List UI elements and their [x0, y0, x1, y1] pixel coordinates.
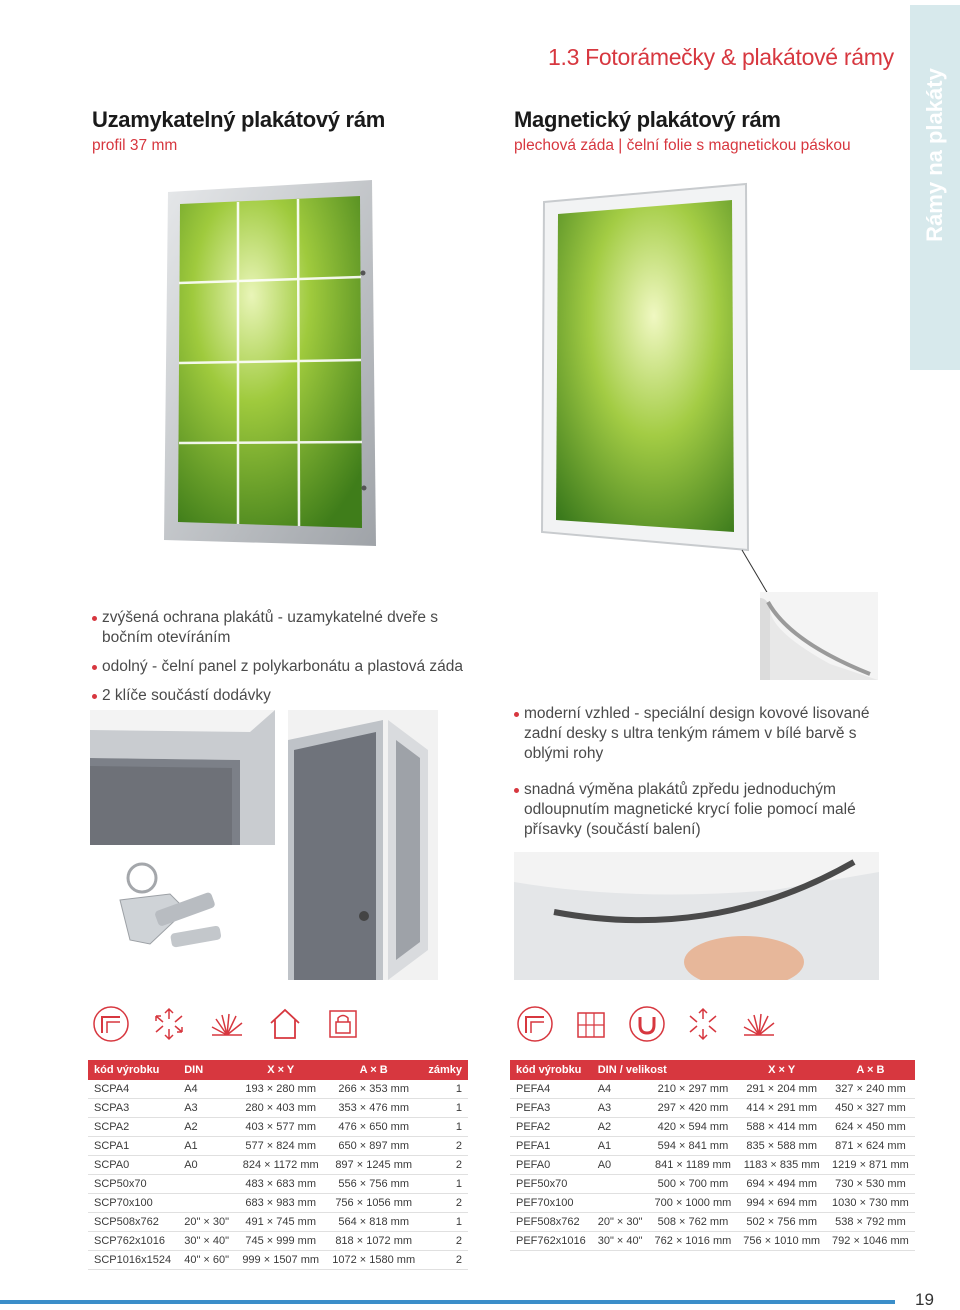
table-cell: 450 × 327 mm	[826, 1099, 915, 1118]
table-row	[510, 1175, 915, 1194]
table-row	[88, 1099, 468, 1118]
lockable-frame-photo	[158, 178, 384, 548]
table-cell: 650 × 897 mm	[326, 1137, 422, 1156]
table-cell: PEFA0	[510, 1156, 592, 1175]
table-cell: SCP50x70	[88, 1175, 178, 1194]
table-cell: PEF508x762	[510, 1213, 592, 1232]
table-cell: 730 × 530 mm	[826, 1175, 915, 1194]
table-cell: 1030 × 730 mm	[826, 1194, 915, 1213]
table-cell: 193 × 280 mm	[236, 1080, 326, 1099]
table-cell	[592, 1175, 649, 1194]
right-spec-table	[510, 1060, 915, 1251]
table-cell: 1	[422, 1118, 468, 1137]
table-cell: A1	[178, 1137, 236, 1156]
footer-line	[0, 1300, 895, 1304]
table-cell: 210 × 297 mm	[649, 1080, 738, 1099]
table-cell: 588 × 414 mm	[737, 1118, 826, 1137]
fan-sunlight-icon	[740, 1005, 778, 1043]
table-cell: 30" × 40"	[592, 1232, 649, 1251]
left-feature-item: zvýšená ochrana plakátů - uzamykatelné dveře s bočním otevíráním	[92, 608, 472, 648]
table-cell: 1	[422, 1175, 468, 1194]
table-row	[88, 1137, 468, 1156]
table-cell: PEFA1	[510, 1137, 592, 1156]
table-cell: 353 × 476 mm	[326, 1099, 422, 1118]
table-cell: A4	[592, 1080, 649, 1099]
table-cell: 1	[422, 1099, 468, 1118]
table-cell: PEF50x70	[510, 1175, 592, 1194]
table-cell: 694 × 494 mm	[737, 1175, 826, 1194]
table-cell: 756 × 1056 mm	[326, 1194, 422, 1213]
table-cell: 824 × 1172 mm	[236, 1156, 326, 1175]
table-cell: 792 × 1046 mm	[826, 1232, 915, 1251]
table-cell: 1219 × 871 mm	[826, 1156, 915, 1175]
right-feature-list	[514, 704, 894, 856]
table-cell: SCPA4	[88, 1080, 178, 1099]
table-cell: PEFA2	[510, 1118, 592, 1137]
table-cell: PEFA4	[510, 1080, 592, 1099]
table-row	[510, 1118, 915, 1137]
magnetic-frame-photo	[540, 182, 750, 552]
table-cell: 700 × 1000 mm	[649, 1194, 738, 1213]
section-title: 1.3 Fotorámečky & plakátové rámy	[548, 44, 894, 70]
table-cell: A3	[178, 1099, 236, 1118]
table-cell: 624 × 450 mm	[826, 1118, 915, 1137]
poster-panel-icon	[572, 1005, 610, 1043]
table-cell: 2	[422, 1156, 468, 1175]
table-cell: 577 × 824 mm	[236, 1137, 326, 1156]
left-feature-item: 2 klíče součástí dodávky	[92, 686, 472, 706]
table-cell: 1	[422, 1080, 468, 1099]
table-cell: 994 × 694 mm	[737, 1194, 826, 1213]
table-cell: 556 × 756 mm	[326, 1175, 422, 1194]
table-cell: 745 × 999 mm	[236, 1232, 326, 1251]
table-header-row	[88, 1060, 468, 1080]
table-cell: 835 × 588 mm	[737, 1137, 826, 1156]
table-cell: 40" × 60"	[178, 1251, 236, 1270]
table-cell	[592, 1194, 649, 1213]
corner-profile-icon	[92, 1005, 130, 1043]
table-cell: SCP762x1016	[88, 1232, 178, 1251]
expand-arrows-icon	[684, 1005, 722, 1043]
table-cell: 502 × 756 mm	[737, 1213, 826, 1232]
table-cell: 683 × 983 mm	[236, 1194, 326, 1213]
table-cell: 2	[422, 1137, 468, 1156]
table-cell: A2	[178, 1118, 236, 1137]
right-product-title: Magnetický plakátový rám	[514, 107, 781, 132]
table-cell: 476 × 650 mm	[326, 1118, 422, 1137]
table-cell: 897 × 1245 mm	[326, 1156, 422, 1175]
table-row	[510, 1137, 915, 1156]
table-cell: 871 × 624 mm	[826, 1137, 915, 1156]
table-cell: SCP70x100	[88, 1194, 178, 1213]
magnet-icon	[628, 1005, 666, 1043]
left-spec-table	[88, 1060, 468, 1270]
table-cell: 280 × 403 mm	[236, 1099, 326, 1118]
table-cell: 538 × 792 mm	[826, 1213, 915, 1232]
table-cell: A2	[592, 1118, 649, 1137]
table-cell: PEFA3	[510, 1099, 592, 1118]
table-row	[88, 1232, 468, 1251]
right-feature-item: moderní vzhled - speciální design kovové lisované zadní desky s ultra tenkým rámem v bílé barvě s oblými rohy	[514, 704, 894, 764]
table-cell: 2	[422, 1232, 468, 1251]
table-cell: 999 × 1507 mm	[236, 1251, 326, 1270]
left-icon-row	[92, 1005, 362, 1043]
table-cell: 818 × 1072 mm	[326, 1232, 422, 1251]
side-tab-label: Rámy na plakáty	[922, 68, 947, 242]
column-header: X × Y	[236, 1060, 326, 1080]
table-cell: 508 × 762 mm	[649, 1213, 738, 1232]
column-header: A × B	[826, 1060, 915, 1080]
table-cell: 266 × 353 mm	[326, 1080, 422, 1099]
table-cell: 403 × 577 mm	[236, 1118, 326, 1137]
table-row	[88, 1213, 468, 1232]
column-header: A × B	[326, 1060, 422, 1080]
keys-photo	[90, 852, 275, 980]
table-cell: 483 × 683 mm	[236, 1175, 326, 1194]
open-door-detail-photo	[288, 710, 438, 980]
table-cell: 1	[422, 1213, 468, 1232]
table-row	[88, 1080, 468, 1099]
table-cell: 491 × 745 mm	[236, 1213, 326, 1232]
frame-corner-detail-photo	[90, 710, 275, 845]
fan-sunlight-icon	[208, 1005, 246, 1043]
column-header: DIN / velikost	[592, 1060, 738, 1080]
table-cell: 20" × 30"	[178, 1213, 236, 1232]
table-cell: SCPA2	[88, 1118, 178, 1137]
table-cell: PEF762x1016	[510, 1232, 592, 1251]
peel-film-photo	[514, 852, 879, 980]
table-cell: 291 × 204 mm	[737, 1080, 826, 1099]
table-row	[510, 1156, 915, 1175]
table-cell: A0	[178, 1156, 236, 1175]
corner-profile-icon	[516, 1005, 554, 1043]
left-feature-item: odolný - čelní panel z polykarbonátu a plastová záda	[92, 657, 472, 677]
magnetic-corner-detail-photo	[760, 592, 878, 680]
column-header: DIN	[178, 1060, 236, 1080]
table-row	[88, 1118, 468, 1137]
table-row	[510, 1213, 915, 1232]
table-cell: 594 × 841 mm	[649, 1137, 738, 1156]
left-feature-list	[92, 608, 472, 715]
table-cell: PEF70x100	[510, 1194, 592, 1213]
right-product-subtitle: plechová záda | čelní folie s magnetickou páskou	[514, 137, 851, 154]
right-icon-row	[516, 1005, 778, 1043]
table-cell: 1183 × 835 mm	[737, 1156, 826, 1175]
table-header-row	[510, 1060, 915, 1080]
table-row	[88, 1194, 468, 1213]
table-cell: SCPA0	[88, 1156, 178, 1175]
expand-arrows-icon	[150, 1005, 188, 1043]
table-cell: 20" × 30"	[592, 1213, 649, 1232]
table-cell: SCPA3	[88, 1099, 178, 1118]
page-number: 19	[915, 1290, 934, 1309]
table-cell: 297 × 420 mm	[649, 1099, 738, 1118]
table-cell: 327 × 240 mm	[826, 1080, 915, 1099]
table-cell: A0	[592, 1156, 649, 1175]
table-cell	[178, 1194, 236, 1213]
table-cell: 30" × 40"	[178, 1232, 236, 1251]
table-cell: 1072 × 1580 mm	[326, 1251, 422, 1270]
column-header: zámky	[422, 1060, 468, 1080]
lock-icon	[324, 1005, 362, 1043]
table-cell: A1	[592, 1137, 649, 1156]
table-cell: A4	[178, 1080, 236, 1099]
connector-line	[740, 548, 770, 598]
table-cell: 756 × 1010 mm	[737, 1232, 826, 1251]
table-cell: 414 × 291 mm	[737, 1099, 826, 1118]
table-cell: SCP508x762	[88, 1213, 178, 1232]
table-cell: 2	[422, 1194, 468, 1213]
table-cell: SCP1016x1524	[88, 1251, 178, 1270]
indoor-house-icon	[266, 1005, 304, 1043]
table-cell: 2	[422, 1251, 468, 1270]
table-row	[510, 1194, 915, 1213]
column-header: X × Y	[737, 1060, 826, 1080]
left-product-title: Uzamykatelný plakátový rám	[92, 107, 386, 132]
left-product-subtitle: profil 37 mm	[92, 137, 178, 154]
table-row	[88, 1156, 468, 1175]
side-tab	[910, 5, 960, 370]
column-header: kód výrobku	[88, 1060, 178, 1080]
table-row	[510, 1099, 915, 1118]
table-cell: 420 × 594 mm	[649, 1118, 738, 1137]
table-cell: SCPA1	[88, 1137, 178, 1156]
column-header: kód výrobku	[510, 1060, 592, 1080]
table-cell: 762 × 1016 mm	[649, 1232, 738, 1251]
table-cell	[178, 1175, 236, 1194]
table-row	[88, 1175, 468, 1194]
table-cell: A3	[592, 1099, 649, 1118]
table-cell: 841 × 1189 mm	[649, 1156, 738, 1175]
right-feature-item: snadná výměna plakátů zpředu jednoduchým odloupnutím magnetické krycí folie pomocí malé přísavky (součástí balení)	[514, 780, 894, 840]
table-cell: 564 × 818 mm	[326, 1213, 422, 1232]
table-row	[510, 1080, 915, 1099]
table-row	[88, 1251, 468, 1270]
table-row	[510, 1232, 915, 1251]
table-cell: 500 × 700 mm	[649, 1175, 738, 1194]
